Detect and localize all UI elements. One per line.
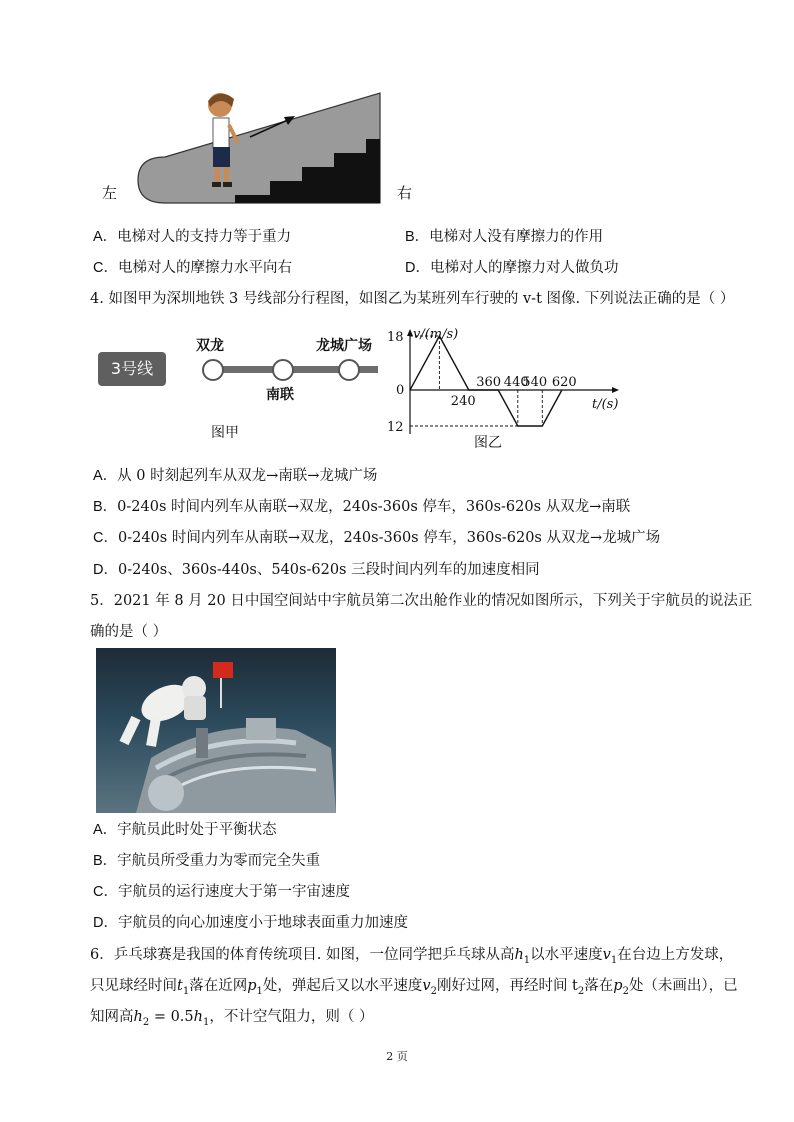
vt-graph-figure [384,326,624,454]
vt-graph [384,326,624,454]
q5-option-d: D．宇航员的向心加速度小于地球表面重力加速度 [93,915,408,931]
y-tick-18: 18 [387,330,404,345]
station-marker-nanlian [272,359,294,381]
q4-option-b: B．0-240s 时间内列车从南联→双龙，240s-360s 停车，360s-620s 从双龙→南联 [93,499,631,515]
x-tick-360: 360 [476,375,502,390]
station-marker-shuanglong [202,359,224,381]
y-axis-label: v/(m/s) [413,327,459,342]
q4-option-c: C．0-240s 时间内列车从南联→双龙，240s-360s 停车，360s-620s 从双龙→龙城广场 [93,530,661,546]
q3-option-a: A．电梯对人的支持力等于重力 [93,229,292,245]
q5-option-c: C．宇航员的运行速度大于第一宇宙速度 [93,884,350,900]
q5-option-b: B．宇航员所受重力为零而完全失重 [93,853,321,869]
metro-map-figure [98,332,388,442]
q6-line1: 6．乒乓球赛是我国的体育传统项目. 如图，一位同学把乒乓球从高$h_1$以水平速度$v_1$在台边上方发球， [90,947,734,966]
x-tick-440: 440 [503,375,529,390]
q4-stem: 4. 如图甲为深圳地铁 3 号线部分行程图，如图乙为某班列车行驶的 v-t 图像. 下列说法正确的是（ ） [90,291,735,307]
figure-caption-jia: 图甲 [211,425,239,441]
station-label-shuanglong: 双龙 [196,338,224,354]
q3-option-b: B．电梯对人没有摩擦力的作用 [405,229,604,245]
escalator-illustration [90,85,390,210]
station-label-longcheng: 龙城广场 [316,338,372,354]
line-badge: 3号线 [98,352,166,386]
q5-option-a: A．宇航员此时处于平衡状态 [93,822,277,838]
figure-caption-yi: 图乙 [474,435,502,451]
q5-stem-line1: 5．2021 年 8 月 20 日中国空间站中宇航员第二次出舱作业的情况如图所示，下列关于宇航员的说法正 [90,593,753,609]
q3-option-d: D．电梯对人的摩擦力对人做负功 [405,260,619,276]
page-number: 2 页 [386,1050,408,1063]
q4-option-a: A．从 0 时刻起列车从双龙→南联→龙城广场 [93,468,378,484]
q6-line2: 只见球经时间$t_1$落在近网$p_1$处，弹起后又以水平速度$v_2$刚好过网，再经时间 $t_2$落在$p_2$处（未画出），已 [90,978,738,997]
station-label-nanlian: 南联 [266,387,294,403]
y-tick-12: 12 [387,420,404,435]
x-axis-arrow [612,387,619,393]
origin-label: 0 [396,383,405,398]
q5-stem-line2: 确的是（ ） [90,624,168,640]
escalator-figure [90,85,413,210]
q3-option-c: C．电梯对人的摩擦力水平向右 [93,260,292,276]
escalator-right-label: 右 [397,184,413,202]
astronaut-spacewalk-image [96,648,336,813]
astronaut-photo [96,648,336,813]
escalator-left-label: 左 [102,184,118,202]
q6-line3: 知网高$h_2 = 0.5h_1$，不计空气阻力，则（ ） [90,1009,374,1028]
x-axis-label: t/(s) [592,397,619,412]
x-tick-240: 240 [450,394,476,409]
station-marker-longcheng [338,359,360,381]
x-tick-620: 620 [551,375,577,390]
q4-option-d: D．0-240s、360s-440s、540s-620s 三段时间内列车的加速度相同 [93,562,540,578]
x-tick-540: 540 [522,375,548,390]
